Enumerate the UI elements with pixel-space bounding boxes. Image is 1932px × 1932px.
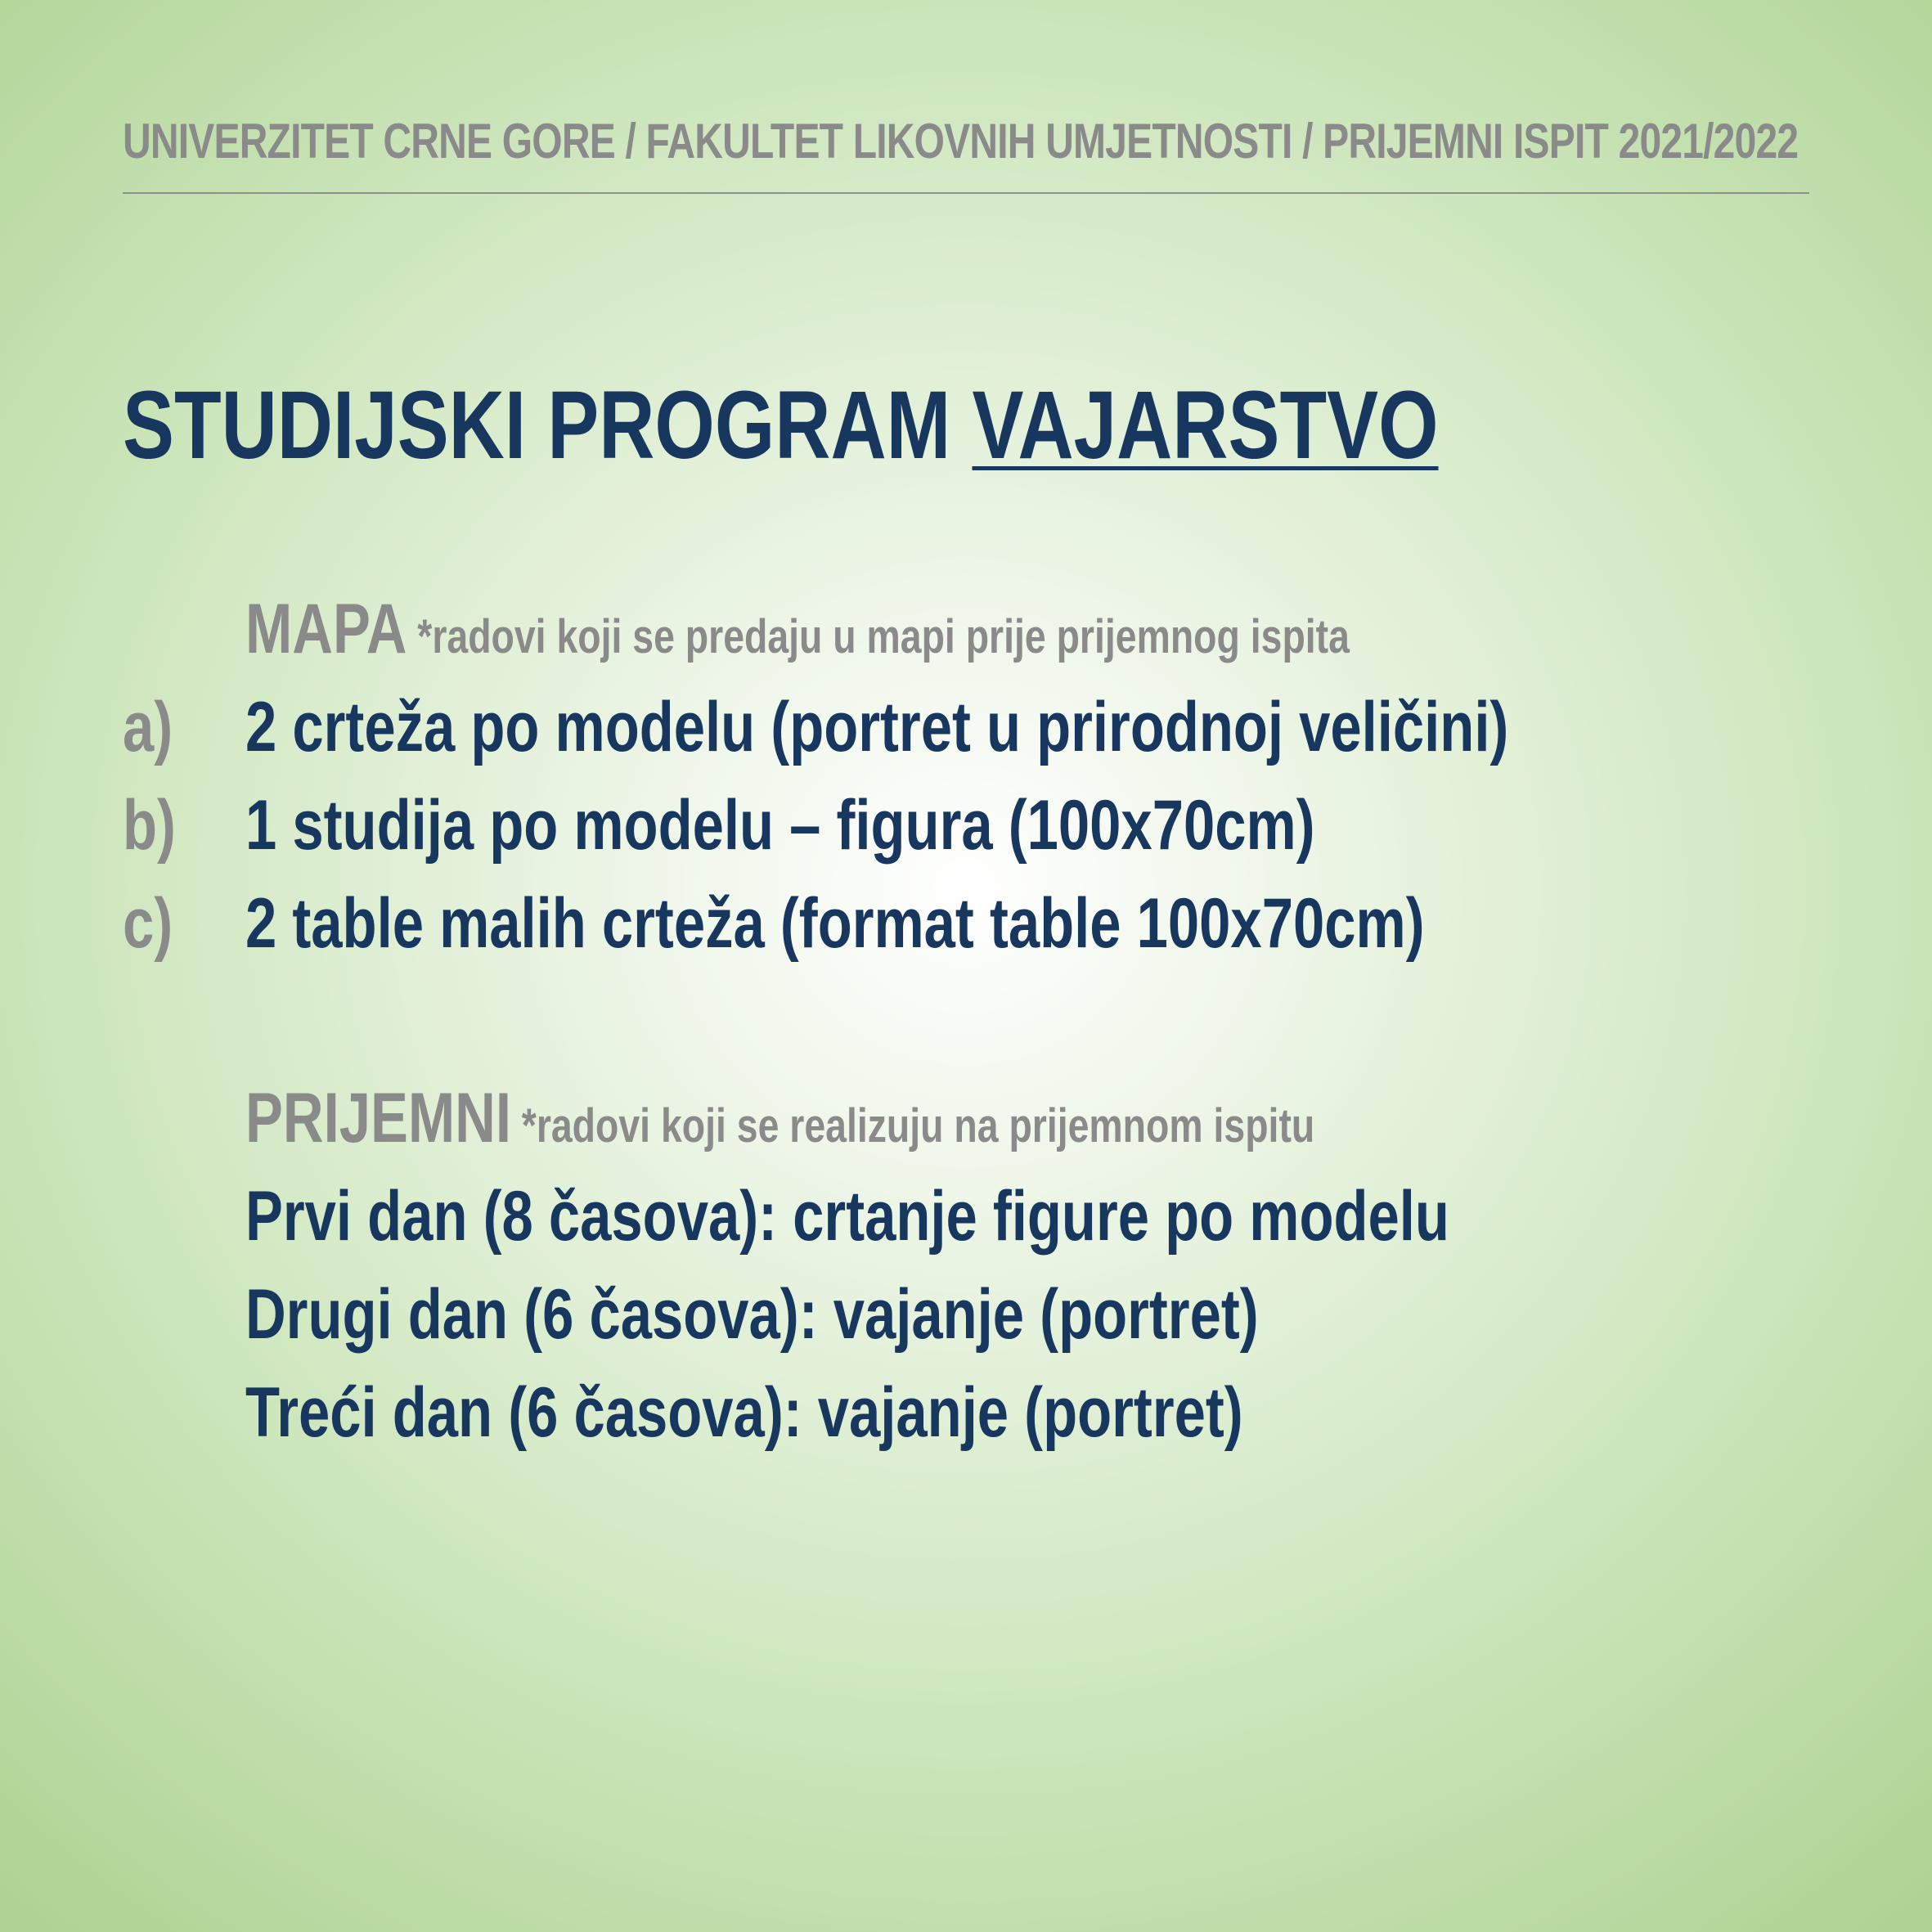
list-marker: b): [123, 786, 176, 865]
exam-day: Prvi dan (8 časova): crtanje figure po modelu: [245, 1177, 1449, 1256]
mapa-heading-label: MAPA: [245, 590, 407, 668]
exam-day: Drugi dan (6 časova): vajanje (portret): [245, 1275, 1259, 1354]
list-marker: c): [123, 884, 173, 963]
exam-day: Treći dan (6 časova): vajanje (portret): [245, 1373, 1243, 1452]
prijemni-heading-label: PRIJEMNI: [245, 1079, 511, 1157]
mapa-heading: [245, 589, 1350, 670]
title-program: VAJARSTVO: [972, 371, 1439, 479]
list-item-text: 2 table malih crteža (format table 100x70cm): [245, 884, 1425, 963]
list-marker: a): [123, 688, 173, 766]
header-divider: [123, 192, 1809, 194]
mapa-heading-note: *radovi koji se predaju u mapi prije prijemnog ispita: [417, 610, 1350, 663]
header-text: UNIVERZITET CRNE GORE / FAKULTET LIKOVNIH UMJETNOSTI / PRIJEMNI ISPIT 2021/2022: [123, 114, 1799, 168]
title-prefix: STUDIJSKI PROGRAM: [123, 371, 973, 479]
prijemni-heading-note: *radovi koji se realizuju na prijemnom ispitu: [521, 1099, 1315, 1152]
list-item-text: 2 crteža po modelu (portret u prirodnoj veličini): [245, 688, 1509, 766]
page-title: [123, 370, 1439, 481]
prijemni-heading: [245, 1078, 1314, 1159]
list-item-text: 1 studija po modelu – figura (100x70cm): [245, 786, 1315, 865]
